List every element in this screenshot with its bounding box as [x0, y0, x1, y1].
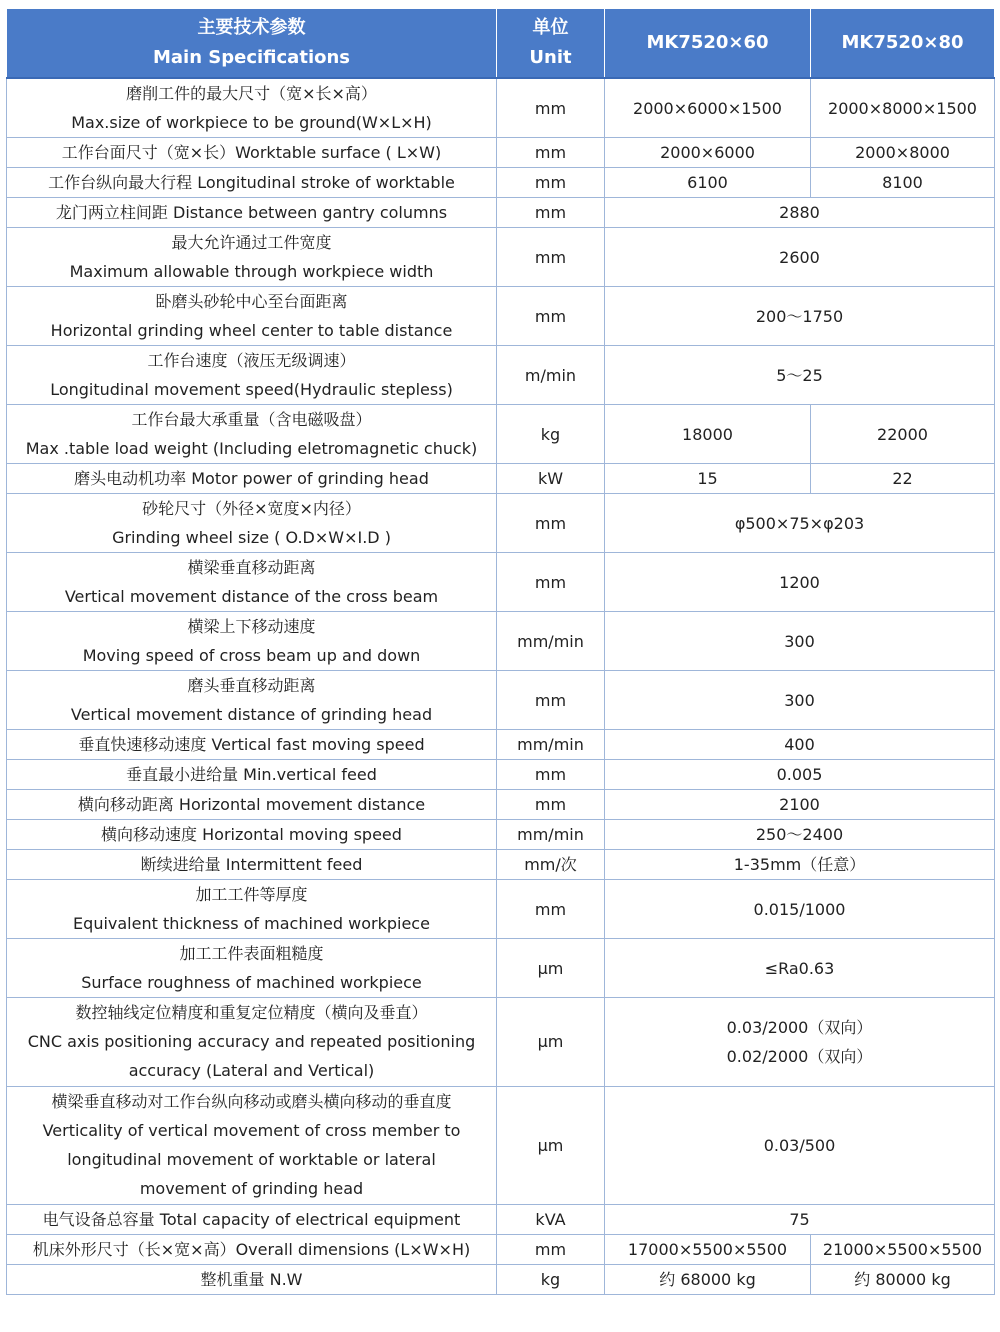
spec-name-cell	[7, 939, 497, 998]
unit-cell: μm	[497, 939, 605, 998]
value-line: 5～25	[776, 365, 823, 385]
model-a-value-cell: 17000×5500×5500	[605, 1234, 811, 1264]
value-line: 0.03/500	[763, 1135, 836, 1155]
model-b-value-cell: 8100	[811, 168, 995, 198]
shared-value-cell	[605, 790, 995, 820]
spec-name-cell	[7, 553, 497, 612]
spec-name-line: 卧磨头砂轮中心至台面距离	[155, 292, 348, 311]
spec-row	[7, 760, 995, 790]
model-a-value-cell: 2000×6000×1500	[605, 78, 811, 138]
spec-name-line: 电气设备总容量 Total capacity of electrical equipment	[42, 1209, 461, 1229]
spec-name-line: Max .table load weight (Including eletromagnetic chuck)	[25, 439, 478, 458]
unit-cell: mm	[497, 228, 605, 287]
header-row	[7, 9, 995, 79]
spec-row	[7, 730, 995, 760]
shared-value-cell	[605, 553, 995, 612]
unit-cell: mm	[497, 168, 605, 198]
spec-name-cell	[7, 1264, 497, 1294]
spec-name-line: Grinding wheel size ( O.D×W×I.D )	[112, 528, 391, 547]
spec-name-line: 横梁上下移动速度	[187, 617, 316, 636]
unit-cell: kg	[497, 405, 605, 464]
spec-name-line: Horizontal grinding wheel center to table distance	[50, 321, 453, 340]
spec-row	[7, 198, 995, 228]
shared-value-cell	[605, 228, 995, 287]
unit-cell: kg	[497, 1264, 605, 1294]
spec-row	[7, 78, 995, 138]
value-line: 400	[784, 735, 815, 754]
value-line: 0.03/2000（双向）	[726, 1017, 873, 1037]
spec-name-cell	[7, 1234, 497, 1264]
spec-row	[7, 494, 995, 553]
unit-cell: mm	[497, 198, 605, 228]
model-b-value-cell: 2000×8000×1500	[811, 78, 995, 138]
spec-name-line: 垂直快速移动速度 Vertical fast moving speed	[78, 735, 425, 754]
unit-cell: mm	[497, 494, 605, 553]
spec-row	[7, 168, 995, 198]
spec-name-line: longitudinal movement of worktable or lateral	[67, 1150, 436, 1169]
unit-cell: kVA	[497, 1204, 605, 1234]
model-b-header: MK7520×80	[811, 9, 995, 79]
value-line: φ500×75×φ203	[734, 513, 865, 533]
value-line: 1-35mm（任意）	[733, 855, 866, 874]
unit-cell: μm	[497, 1086, 605, 1204]
unit-cell: mm/次	[497, 850, 605, 880]
unit-cell: mm	[497, 287, 605, 346]
spec-name-line: CNC axis positioning accuracy and repeated positioning	[27, 1032, 476, 1052]
spec-body	[7, 78, 995, 1294]
model-a-value-cell: 18000	[605, 405, 811, 464]
spec-name-line: 横向移动速度 Horizontal moving speed	[101, 825, 402, 844]
unit-cell: mm	[497, 760, 605, 790]
model-a-header: MK7520×60	[605, 9, 811, 79]
spec-row	[7, 671, 995, 730]
spec-table	[6, 8, 995, 1295]
spec-name-cell	[7, 998, 497, 1087]
spec-name-line: accuracy (Lateral and Vertical)	[128, 1061, 375, 1081]
spec-name-cell	[7, 1204, 497, 1234]
value-line: 2100	[779, 795, 820, 814]
value-line: 300	[784, 690, 815, 710]
spec-name-line: 砂轮尺寸（外径×宽度×内径）	[142, 499, 361, 518]
spec-name-cell	[7, 760, 497, 790]
shared-value-cell	[605, 730, 995, 760]
spec-name-line: 磨削工件的最大尺寸（宽×长×高）	[126, 84, 377, 103]
spec-name-cell	[7, 287, 497, 346]
value-line: ≤Ra0.63	[764, 958, 835, 978]
value-line: 0.02/2000（双向）	[726, 1046, 873, 1066]
model-b-value-cell: 2000×8000	[811, 138, 995, 168]
spec-row	[7, 228, 995, 287]
spec-name-line: Longitudinal movement speed(Hydraulic stepless)	[50, 380, 453, 399]
model-a-value-cell: 6100	[605, 168, 811, 198]
unit-header-en: Unit	[529, 47, 572, 68]
spec-name-line: 最大允许通过工件宽度	[171, 233, 332, 252]
shared-value-cell	[605, 1086, 995, 1204]
shared-value-cell	[605, 346, 995, 405]
shared-value-cell	[605, 287, 995, 346]
spec-name-line: 工作台面尺寸（宽×长）Worktable surface ( L×W)	[61, 143, 442, 162]
model-b-value-cell: 22000	[811, 405, 995, 464]
spec-name-line: Maximum allowable through workpiece width	[69, 262, 434, 281]
shared-value-cell	[605, 671, 995, 730]
spec-header-cn: 主要技术参数	[197, 17, 306, 38]
spec-name-line: 机床外形尺寸（长×宽×高）Overall dimensions (L×W×H)	[32, 1239, 471, 1259]
spec-name-line: 工作台速度（液压无级调速）	[147, 351, 356, 370]
value-line: 300	[784, 631, 815, 651]
spec-name-cell	[7, 228, 497, 287]
spec-name-line: Moving speed of cross beam up and down	[82, 646, 421, 665]
spec-row	[7, 850, 995, 880]
shared-value-cell	[605, 850, 995, 880]
spec-name-line: 工作台最大承重量（含电磁吸盘）	[131, 410, 372, 429]
model-a-value-cell: 15	[605, 464, 811, 494]
spec-row	[7, 1086, 995, 1204]
unit-cell: mm/min	[497, 612, 605, 671]
value-line: 0.005	[776, 765, 823, 784]
spec-name-cell	[7, 730, 497, 760]
value-line: 1200	[779, 572, 820, 592]
value-line: 200～1750	[755, 306, 844, 326]
shared-value-cell	[605, 198, 995, 228]
spec-name-line: 加工工件等厚度	[195, 885, 308, 904]
model-b-value-cell: 约 80000 kg	[811, 1264, 995, 1294]
spec-name-line: Surface roughness of machined workpiece	[81, 973, 422, 992]
shared-value-cell	[605, 760, 995, 790]
shared-value-cell	[605, 880, 995, 939]
shared-value-cell	[605, 820, 995, 850]
unit-header-cn: 单位	[532, 17, 569, 38]
spec-row	[7, 612, 995, 671]
unit-cell: mm	[497, 553, 605, 612]
unit-cell: mm	[497, 138, 605, 168]
spec-row	[7, 346, 995, 405]
spec-row	[7, 790, 995, 820]
spec-name-line: 断续进给量 Intermittent feed	[140, 855, 363, 874]
spec-header	[7, 9, 497, 79]
spec-name-cell	[7, 790, 497, 820]
model-a-value-cell: 2000×6000	[605, 138, 811, 168]
spec-name-cell	[7, 1086, 497, 1204]
spec-name-cell	[7, 464, 497, 494]
unit-cell: mm/min	[497, 820, 605, 850]
shared-value-cell	[605, 612, 995, 671]
spec-name-cell	[7, 612, 497, 671]
spec-name-line: 工作台纵向最大行程 Longitudinal stroke of worktable	[48, 173, 455, 192]
spec-name-line: 龙门两立柱间距 Distance between gantry columns	[55, 203, 448, 222]
unit-cell: m/min	[497, 346, 605, 405]
spec-name-line: Verticality of vertical movement of cross member to	[42, 1121, 461, 1140]
spec-row	[7, 138, 995, 168]
model-a-value-cell: 约 68000 kg	[605, 1264, 811, 1294]
unit-cell: kW	[497, 464, 605, 494]
unit-cell: mm	[497, 880, 605, 939]
spec-name-cell	[7, 850, 497, 880]
model-b-value-cell: 21000×5500×5500	[811, 1234, 995, 1264]
unit-cell: mm	[497, 1234, 605, 1264]
shared-value-cell	[605, 998, 995, 1087]
unit-header	[497, 9, 605, 79]
spec-name-cell	[7, 168, 497, 198]
spec-name-line: Vertical movement distance of the cross beam	[64, 587, 439, 606]
spec-name-cell	[7, 405, 497, 464]
unit-cell: mm	[497, 671, 605, 730]
spec-row	[7, 553, 995, 612]
spec-name-line: 垂直最小进给量 Min.vertical feed	[126, 765, 377, 784]
spec-header-en: Main Specifications	[152, 47, 351, 68]
spec-row	[7, 464, 995, 494]
spec-name-cell	[7, 820, 497, 850]
value-line: 2880	[779, 203, 820, 222]
shared-value-cell	[605, 1204, 995, 1234]
spec-name-cell	[7, 880, 497, 939]
spec-name-line: 横梁垂直移动距离	[187, 558, 316, 577]
spec-name-line: Equivalent thickness of machined workpiece	[73, 914, 430, 933]
unit-cell: mm/min	[497, 730, 605, 760]
spec-row	[7, 1264, 995, 1294]
spec-row	[7, 998, 995, 1087]
unit-cell: mm	[497, 790, 605, 820]
spec-row	[7, 405, 995, 464]
spec-row	[7, 287, 995, 346]
spec-name-line: Vertical movement distance of grinding head	[70, 705, 433, 724]
shared-value-cell	[605, 939, 995, 998]
spec-name-cell	[7, 198, 497, 228]
model-b-value-cell: 22	[811, 464, 995, 494]
spec-name-line: 加工工件表面粗糙度	[179, 944, 324, 963]
spec-name-line: movement of grinding head	[139, 1179, 364, 1198]
spec-name-cell	[7, 346, 497, 405]
unit-cell: mm	[497, 78, 605, 138]
spec-name-line: 横梁垂直移动对工作台纵向移动或磨头横向移动的垂直度	[51, 1092, 452, 1111]
spec-row	[7, 880, 995, 939]
spec-row	[7, 820, 995, 850]
value-line: 2600	[779, 247, 820, 267]
unit-cell: μm	[497, 998, 605, 1087]
value-line: 0.015/1000	[753, 899, 846, 919]
spec-row	[7, 939, 995, 998]
spec-name-line: 数控轴线定位精度和重复定位精度（横向及垂直）	[75, 1003, 428, 1023]
spec-name-line: 整机重量 N.W	[200, 1269, 303, 1289]
spec-name-line: 横向移动距离 Horizontal movement distance	[77, 795, 426, 814]
spec-name-line: 磨头垂直移动距离	[187, 676, 316, 695]
spec-name-cell	[7, 138, 497, 168]
spec-name-line: 磨头电动机功率 Motor power of grinding head	[74, 469, 429, 488]
spec-name-cell	[7, 494, 497, 553]
spec-name-line: Max.size of workpiece to be ground(W×L×H)	[71, 113, 432, 132]
spec-row	[7, 1204, 995, 1234]
value-line: 250～2400	[755, 825, 844, 844]
shared-value-cell	[605, 494, 995, 553]
spec-name-cell	[7, 671, 497, 730]
spec-name-cell	[7, 78, 497, 138]
value-line: 75	[789, 1209, 810, 1229]
spec-row	[7, 1234, 995, 1264]
